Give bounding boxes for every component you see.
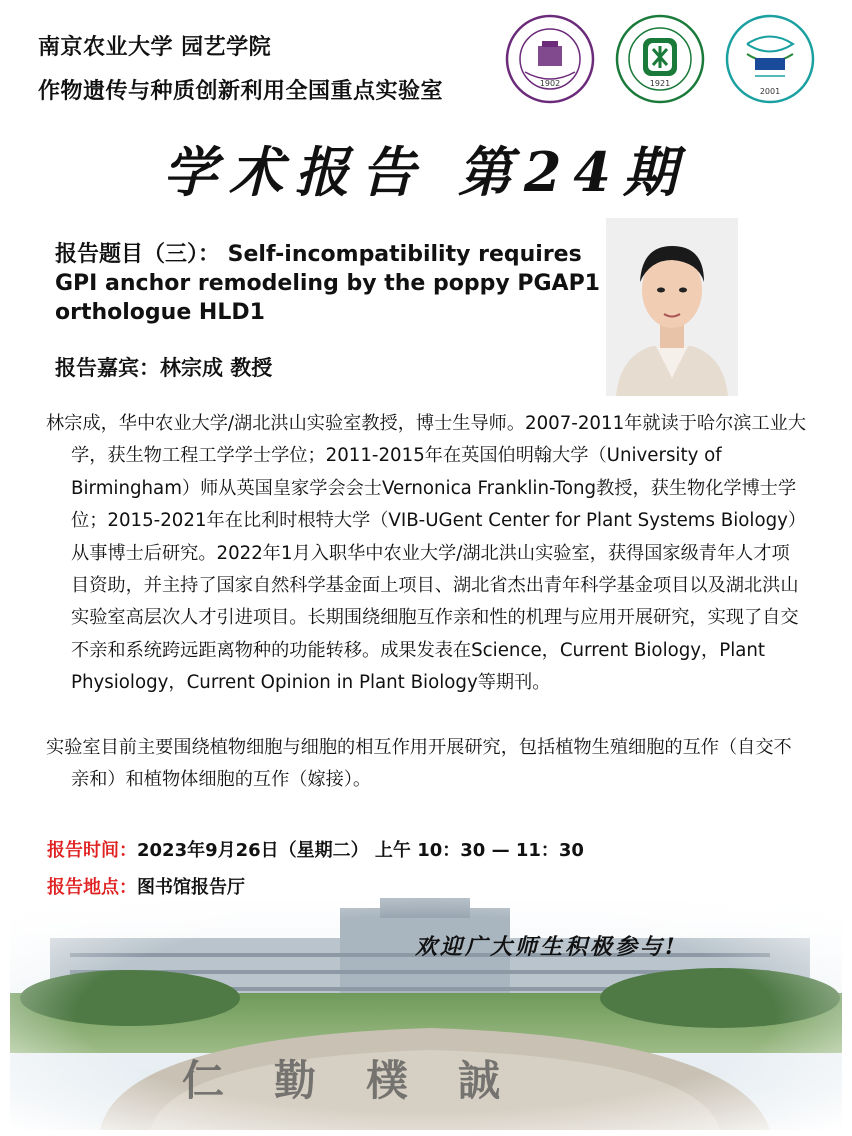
ski-lab-logo-icon: [725, 14, 815, 104]
horticulture-college-seal-icon: [615, 14, 705, 104]
header-line-1: 南京农业大学 园艺学院: [38, 34, 272, 60]
logo-year-3: 2001: [759, 87, 781, 96]
nau-seal-icon: [505, 14, 595, 104]
event-time-label: 报告时间：: [47, 840, 137, 861]
logo-year-1: 1902: [539, 79, 561, 88]
header-line-2: 作物遗传与种质创新利用全国重点实验室: [38, 78, 444, 104]
event-location-value: 图书馆报告厅: [137, 877, 245, 898]
speaker-photo: [606, 218, 738, 396]
event-location-label: 报告地点：: [47, 877, 137, 898]
event-time: [47, 836, 584, 862]
welcome-text: 欢迎广大师生积极参与!: [415, 934, 678, 960]
event-time-value: 2023年9月26日（星期二） 上午 10：30 — 11：30: [137, 840, 584, 861]
speaker-line: 报告嘉宾：林宗成 教授: [55, 356, 273, 380]
page-title: 学术报告 第24期: [163, 140, 689, 204]
report-title: 报告题目（三）： Self-incompatibility requires GPI anchor remodeling by the poppy PGAP1 orthologue HLD1: [55, 242, 600, 325]
bio-paragraph-2: 实验室目前主要围绕植物细胞与细胞的相互作用开展研究，包括植物生殖细胞的互作（自交不亲和）和植物体细胞的互作（嫁接）。: [46, 737, 792, 791]
logo-year-2: 1921: [649, 79, 671, 88]
campus-motto-stone: 仁勤樸誠: [182, 1056, 551, 1105]
event-location: [47, 873, 245, 899]
bio-paragraph-1: 林宗成，华中农业大学/湖北洪山实验室教授，博士生导师。2007-2011年就读于哈尔滨工业大学，获生物工程工学学士学位；2011-2015年在英国伯明翰大学（University of Birmingham）师从英国皇家学会会士Vernonica Franklin-Tong教授，获生物化学博士学位；2015-2021年在比利时根特大学（VIB-UGent Center for Plant Systems Biology）从事博士后研究。2022年1月入职华中农业大学/湖北洪山实验室，获得国家级青年人才项目资助，并主持了国家自然科学基金面上项目、湖北省杰出青年科学基金项目以及湖北洪山实验室高层次人才引进项目。长期围绕细胞互作亲和性的机理与应用开展研究，实现了自交不亲和系统跨远距离物种的功能转移。成果发表在Science，Current Biology，Plant Physiology，Current Opinion in Plant Biology等期刊。: [46, 413, 807, 694]
